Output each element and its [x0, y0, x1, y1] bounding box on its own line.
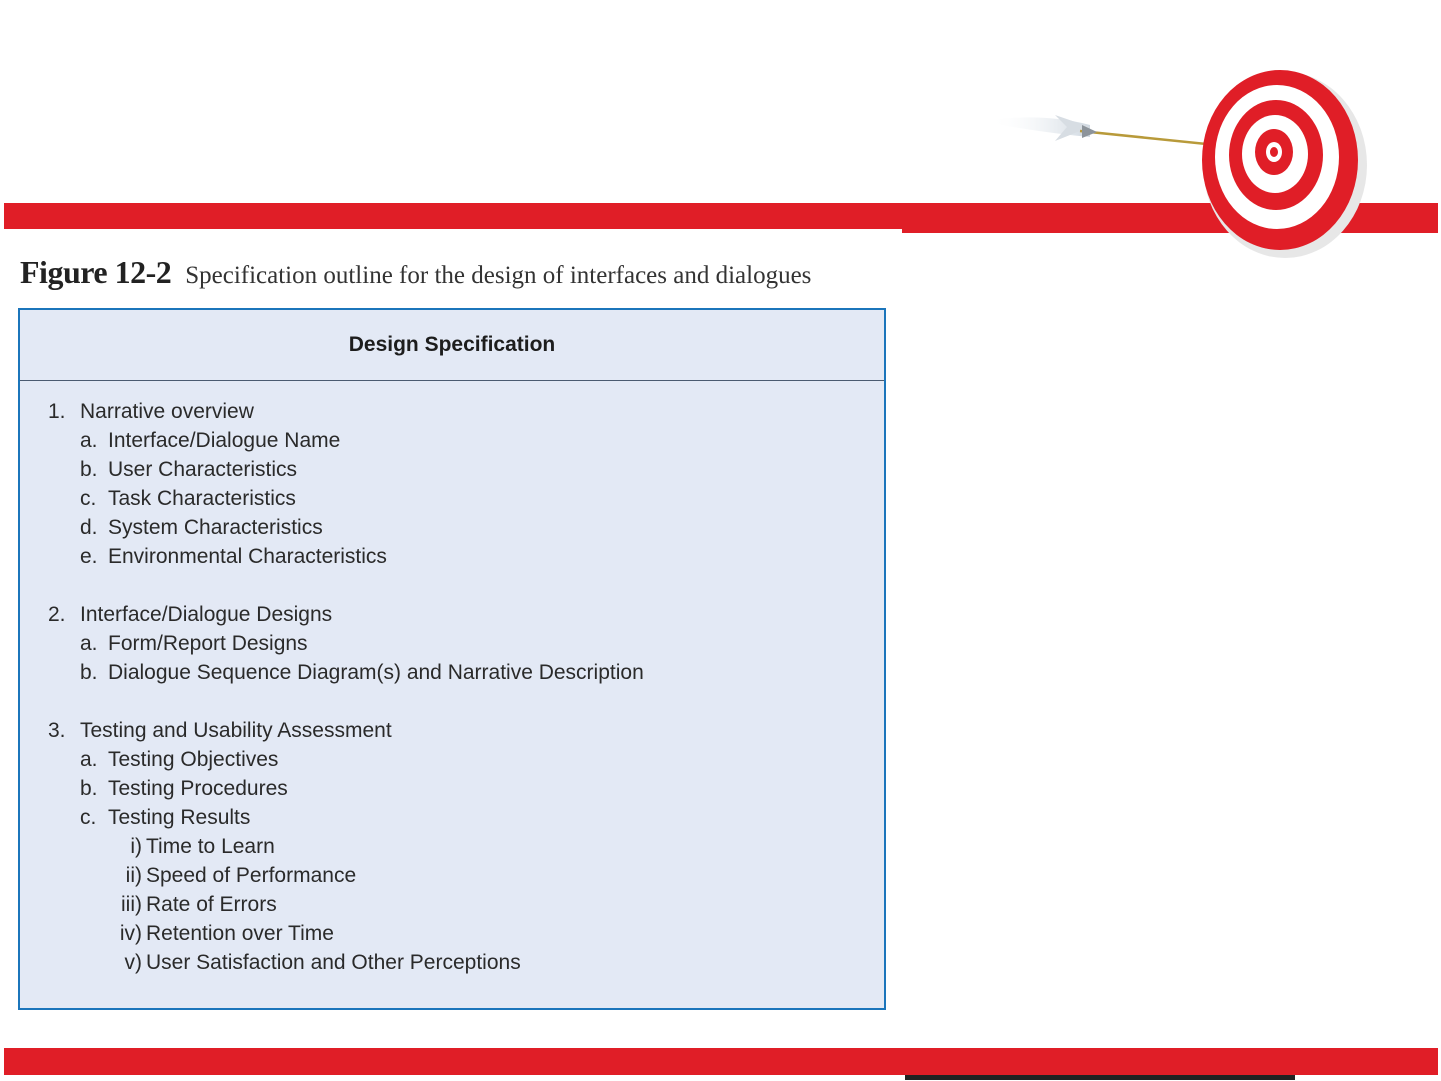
- outline-item: Task Characteristics: [108, 487, 296, 510]
- outline-subitem: Time to Learn: [146, 835, 275, 858]
- spec-header: [20, 310, 884, 381]
- item-marker: a.: [80, 632, 98, 655]
- subitem-marker: iv): [119, 922, 142, 945]
- outline-item: Testing Objectives: [108, 748, 279, 771]
- figure-number: Figure 12-2: [20, 254, 172, 290]
- subitem-marker: i): [130, 835, 142, 858]
- item-marker: b.: [80, 661, 98, 684]
- section-label: Interface/Dialogue Designs: [80, 603, 333, 626]
- outline-item: Testing Procedures: [108, 777, 288, 800]
- subitem-marker: iii): [121, 893, 142, 916]
- design-specification-box: [18, 308, 886, 1010]
- item-marker: a.: [80, 748, 98, 771]
- item-marker: e.: [80, 545, 98, 568]
- outline-item: Form/Report Designs: [108, 632, 308, 655]
- outline-section-testing: [20, 716, 884, 977]
- bullseye-target-icon: [985, 55, 1385, 265]
- spec-outline: [20, 381, 884, 977]
- spec-title: Design Specification: [348, 333, 556, 356]
- outline-item: Interface/Dialogue Name: [108, 429, 341, 452]
- outline-item: Environmental Characteristics: [108, 545, 387, 568]
- outline-item: User Characteristics: [108, 458, 298, 481]
- outline-subitem: Rate of Errors: [146, 893, 277, 916]
- section-marker: 2.: [48, 603, 66, 626]
- item-marker: b.: [80, 777, 98, 800]
- figure-caption-text: Specification outline for the design of interfaces and dialogues: [185, 262, 812, 289]
- outline-section-designs: [20, 600, 884, 687]
- item-marker: d.: [80, 516, 98, 539]
- section-label: Narrative overview: [80, 400, 254, 423]
- item-marker: c.: [80, 487, 97, 510]
- subitem-marker: ii): [125, 864, 142, 887]
- outline-item: System Characteristics: [108, 516, 323, 539]
- outline-subitem: Speed of Performance: [146, 864, 357, 887]
- target-rings: [1202, 70, 1367, 258]
- outline-subitem: Retention over Time: [146, 922, 334, 945]
- item-marker: b.: [80, 458, 98, 481]
- item-marker: a.: [80, 429, 98, 452]
- bottom-band-shadow: [905, 1075, 1295, 1080]
- outline-item: Testing Results: [108, 806, 251, 829]
- item-marker: c.: [80, 806, 97, 829]
- figure-caption: [20, 254, 811, 291]
- section-marker: 3.: [48, 719, 66, 742]
- bottom-red-band: [4, 1048, 1438, 1075]
- section-label: Testing and Usability Assessment: [80, 719, 392, 742]
- section-marker: 1.: [48, 400, 66, 423]
- outline-item: Dialogue Sequence Diagram(s) and Narrative Description: [108, 661, 644, 684]
- outline-section-narrative: [20, 397, 884, 571]
- outline-subitem: User Satisfaction and Other Perceptions: [146, 951, 521, 974]
- subitem-marker: v): [124, 951, 142, 974]
